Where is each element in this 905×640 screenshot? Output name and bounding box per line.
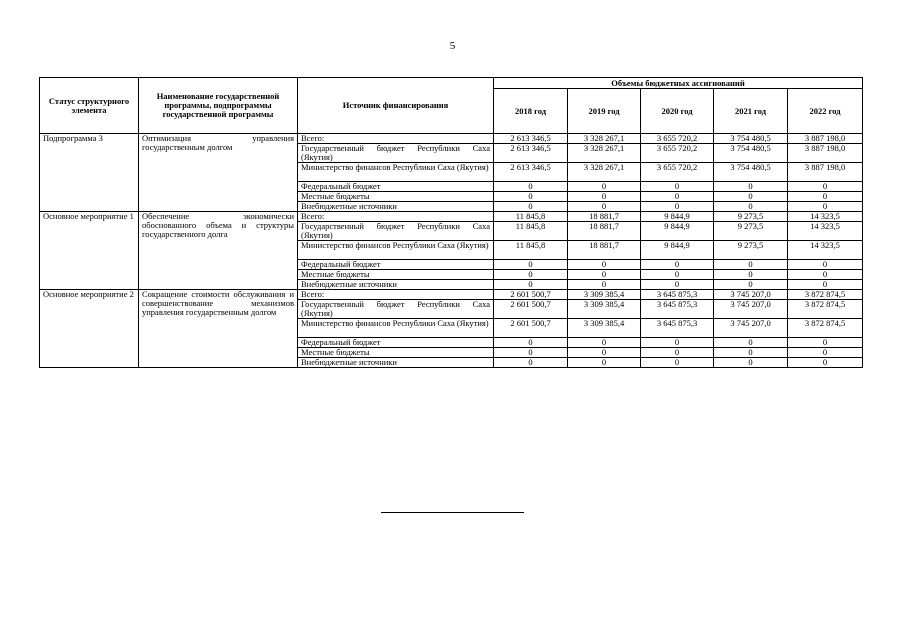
value-cell: 2 613 346,5	[494, 163, 568, 182]
source-cell: Федеральный бюджет	[298, 260, 494, 270]
value-cell: 0	[714, 192, 788, 202]
value-cell: 0	[494, 192, 568, 202]
value-cell: 0	[568, 202, 641, 212]
value-cell: 3 645 875,3	[641, 319, 714, 338]
header-year: 2018 год	[494, 89, 568, 134]
value-cell: 3 745 207,0	[714, 290, 788, 300]
header-program: Наименование государственной программы, подпрограммы государственной программы	[139, 78, 298, 134]
table-body	[40, 134, 863, 368]
value-cell: 0	[568, 358, 641, 368]
source-cell: Всего:	[298, 212, 494, 222]
value-cell: 0	[788, 280, 863, 290]
value-cell: 0	[641, 202, 714, 212]
value-cell: 11 845,8	[494, 241, 568, 260]
source-cell: Местные бюджеты	[298, 348, 494, 358]
value-cell: 3 309 385,4	[568, 290, 641, 300]
source-cell: Министерство финансов Республики Саха (Якутия)	[298, 241, 494, 260]
value-cell: 3 887 198,0	[788, 144, 863, 163]
value-cell: 2 601 500,7	[494, 290, 568, 300]
value-cell: 0	[568, 348, 641, 358]
value-cell: 0	[494, 358, 568, 368]
value-cell: 3 328 267,1	[568, 134, 641, 144]
value-cell: 0	[714, 260, 788, 270]
value-cell: 14 323,5	[788, 241, 863, 260]
value-cell: 2 613 346,5	[494, 144, 568, 163]
header-year: 2019 год	[568, 89, 641, 134]
value-cell: 18 881,7	[568, 222, 641, 241]
value-cell: 0	[641, 338, 714, 348]
value-cell: 3 645 875,3	[641, 290, 714, 300]
value-cell: 0	[641, 358, 714, 368]
source-cell: Всего:	[298, 290, 494, 300]
value-cell: 3 745 207,0	[714, 319, 788, 338]
value-cell: 9 844,9	[641, 222, 714, 241]
source-cell: Местные бюджеты	[298, 192, 494, 202]
value-cell: 3 655 720,2	[641, 144, 714, 163]
value-cell: 0	[788, 182, 863, 192]
value-cell: 0	[641, 182, 714, 192]
value-cell: 0	[788, 202, 863, 212]
value-cell: 2 601 500,7	[494, 319, 568, 338]
value-cell: 11 845,8	[494, 222, 568, 241]
source-cell: Внебюджетные источники	[298, 202, 494, 212]
source-cell: Федеральный бюджет	[298, 182, 494, 192]
value-cell: 9 273,5	[714, 222, 788, 241]
value-cell: 3 745 207,0	[714, 300, 788, 319]
value-cell: 0	[714, 182, 788, 192]
value-cell: 9 273,5	[714, 212, 788, 222]
value-cell: 0	[788, 192, 863, 202]
value-cell: 0	[568, 338, 641, 348]
value-cell: 3 655 720,2	[641, 134, 714, 144]
value-cell: 9 844,9	[641, 212, 714, 222]
value-cell: 2 601 500,7	[494, 300, 568, 319]
footer-rule	[381, 512, 524, 513]
header-source: Источник финансирования	[298, 78, 494, 134]
value-cell: 3 655 720,2	[641, 163, 714, 182]
source-cell: Всего:	[298, 134, 494, 144]
value-cell: 0	[494, 348, 568, 358]
header-year: 2021 год	[714, 89, 788, 134]
value-cell: 0	[494, 270, 568, 280]
status-cell: Основное мероприятие 1	[40, 212, 139, 290]
value-cell: 0	[494, 338, 568, 348]
value-cell: 0	[788, 348, 863, 358]
value-cell: 0	[714, 270, 788, 280]
value-cell: 3 872 874,5	[788, 290, 863, 300]
table-row	[40, 212, 863, 222]
source-cell: Местные бюджеты	[298, 270, 494, 280]
status-cell: Основное мероприятие 2	[40, 290, 139, 368]
value-cell: 3 309 385,4	[568, 319, 641, 338]
value-cell: 0	[788, 270, 863, 280]
value-cell: 0	[714, 358, 788, 368]
value-cell: 3 328 267,1	[568, 144, 641, 163]
value-cell: 18 881,7	[568, 212, 641, 222]
value-cell: 3 754 480,5	[714, 144, 788, 163]
program-cell: Сокращение стоимости обслуживания и совершенствование механизмов управления государственным долгом	[139, 290, 298, 368]
value-cell: 14 323,5	[788, 212, 863, 222]
source-cell: Государственный бюджет Республики Саха (Якутия)	[298, 300, 494, 319]
table-header	[40, 78, 863, 134]
value-cell: 0	[568, 192, 641, 202]
header-status: Статус структурного элемента	[40, 78, 139, 134]
program-cell: Оптимизация управления государственным долгом	[139, 134, 298, 212]
value-cell: 0	[714, 202, 788, 212]
source-cell: Министерство финансов Республики Саха (Якутия)	[298, 319, 494, 338]
table-row	[40, 290, 863, 300]
value-cell: 18 881,7	[568, 241, 641, 260]
value-cell: 3 754 480,5	[714, 134, 788, 144]
value-cell: 0	[494, 182, 568, 192]
value-cell: 0	[494, 280, 568, 290]
header-volumes: Объемы бюджетных ассигнований	[494, 78, 863, 89]
value-cell: 3 328 267,1	[568, 163, 641, 182]
value-cell: 0	[641, 280, 714, 290]
status-cell: Подпрограмма 3	[40, 134, 139, 212]
value-cell: 0	[641, 348, 714, 358]
value-cell: 0	[568, 260, 641, 270]
value-cell: 14 323,5	[788, 222, 863, 241]
value-cell: 0	[714, 338, 788, 348]
value-cell: 3 887 198,0	[788, 163, 863, 182]
value-cell: 3 872 874,5	[788, 319, 863, 338]
value-cell: 11 845,8	[494, 212, 568, 222]
value-cell: 3 309 385,4	[568, 300, 641, 319]
program-cell: Обеспечение экономически обоснованного объема и структуры государственного долга	[139, 212, 298, 290]
source-cell: Государственный бюджет Республики Саха (Якутия)	[298, 222, 494, 241]
value-cell: 0	[568, 182, 641, 192]
table-row	[40, 134, 863, 144]
value-cell: 3 872 874,5	[788, 300, 863, 319]
value-cell: 0	[641, 270, 714, 280]
source-cell: Министерство финансов Республики Саха (Якутия)	[298, 163, 494, 182]
source-cell: Федеральный бюджет	[298, 338, 494, 348]
value-cell: 0	[568, 270, 641, 280]
header-year: 2022 год	[788, 89, 863, 134]
source-cell: Внебюджетные источники	[298, 280, 494, 290]
value-cell: 9 273,5	[714, 241, 788, 260]
value-cell: 2 613 346,5	[494, 134, 568, 144]
value-cell: 0	[641, 192, 714, 202]
value-cell: 0	[494, 260, 568, 270]
value-cell: 0	[494, 202, 568, 212]
value-cell: 3 645 875,3	[641, 300, 714, 319]
value-cell: 3 887 198,0	[788, 134, 863, 144]
value-cell: 9 844,9	[641, 241, 714, 260]
header-year: 2020 год	[641, 89, 714, 134]
value-cell: 0	[788, 358, 863, 368]
value-cell: 0	[788, 338, 863, 348]
value-cell: 0	[714, 280, 788, 290]
page-number: 5	[449, 40, 456, 52]
source-cell: Государственный бюджет Республики Саха (Якутия)	[298, 144, 494, 163]
value-cell: 0	[641, 260, 714, 270]
value-cell: 0	[714, 348, 788, 358]
value-cell: 3 754 480,5	[714, 163, 788, 182]
source-cell: Внебюджетные источники	[298, 358, 494, 368]
value-cell: 0	[568, 280, 641, 290]
budget-table	[39, 77, 863, 368]
value-cell: 0	[788, 260, 863, 270]
